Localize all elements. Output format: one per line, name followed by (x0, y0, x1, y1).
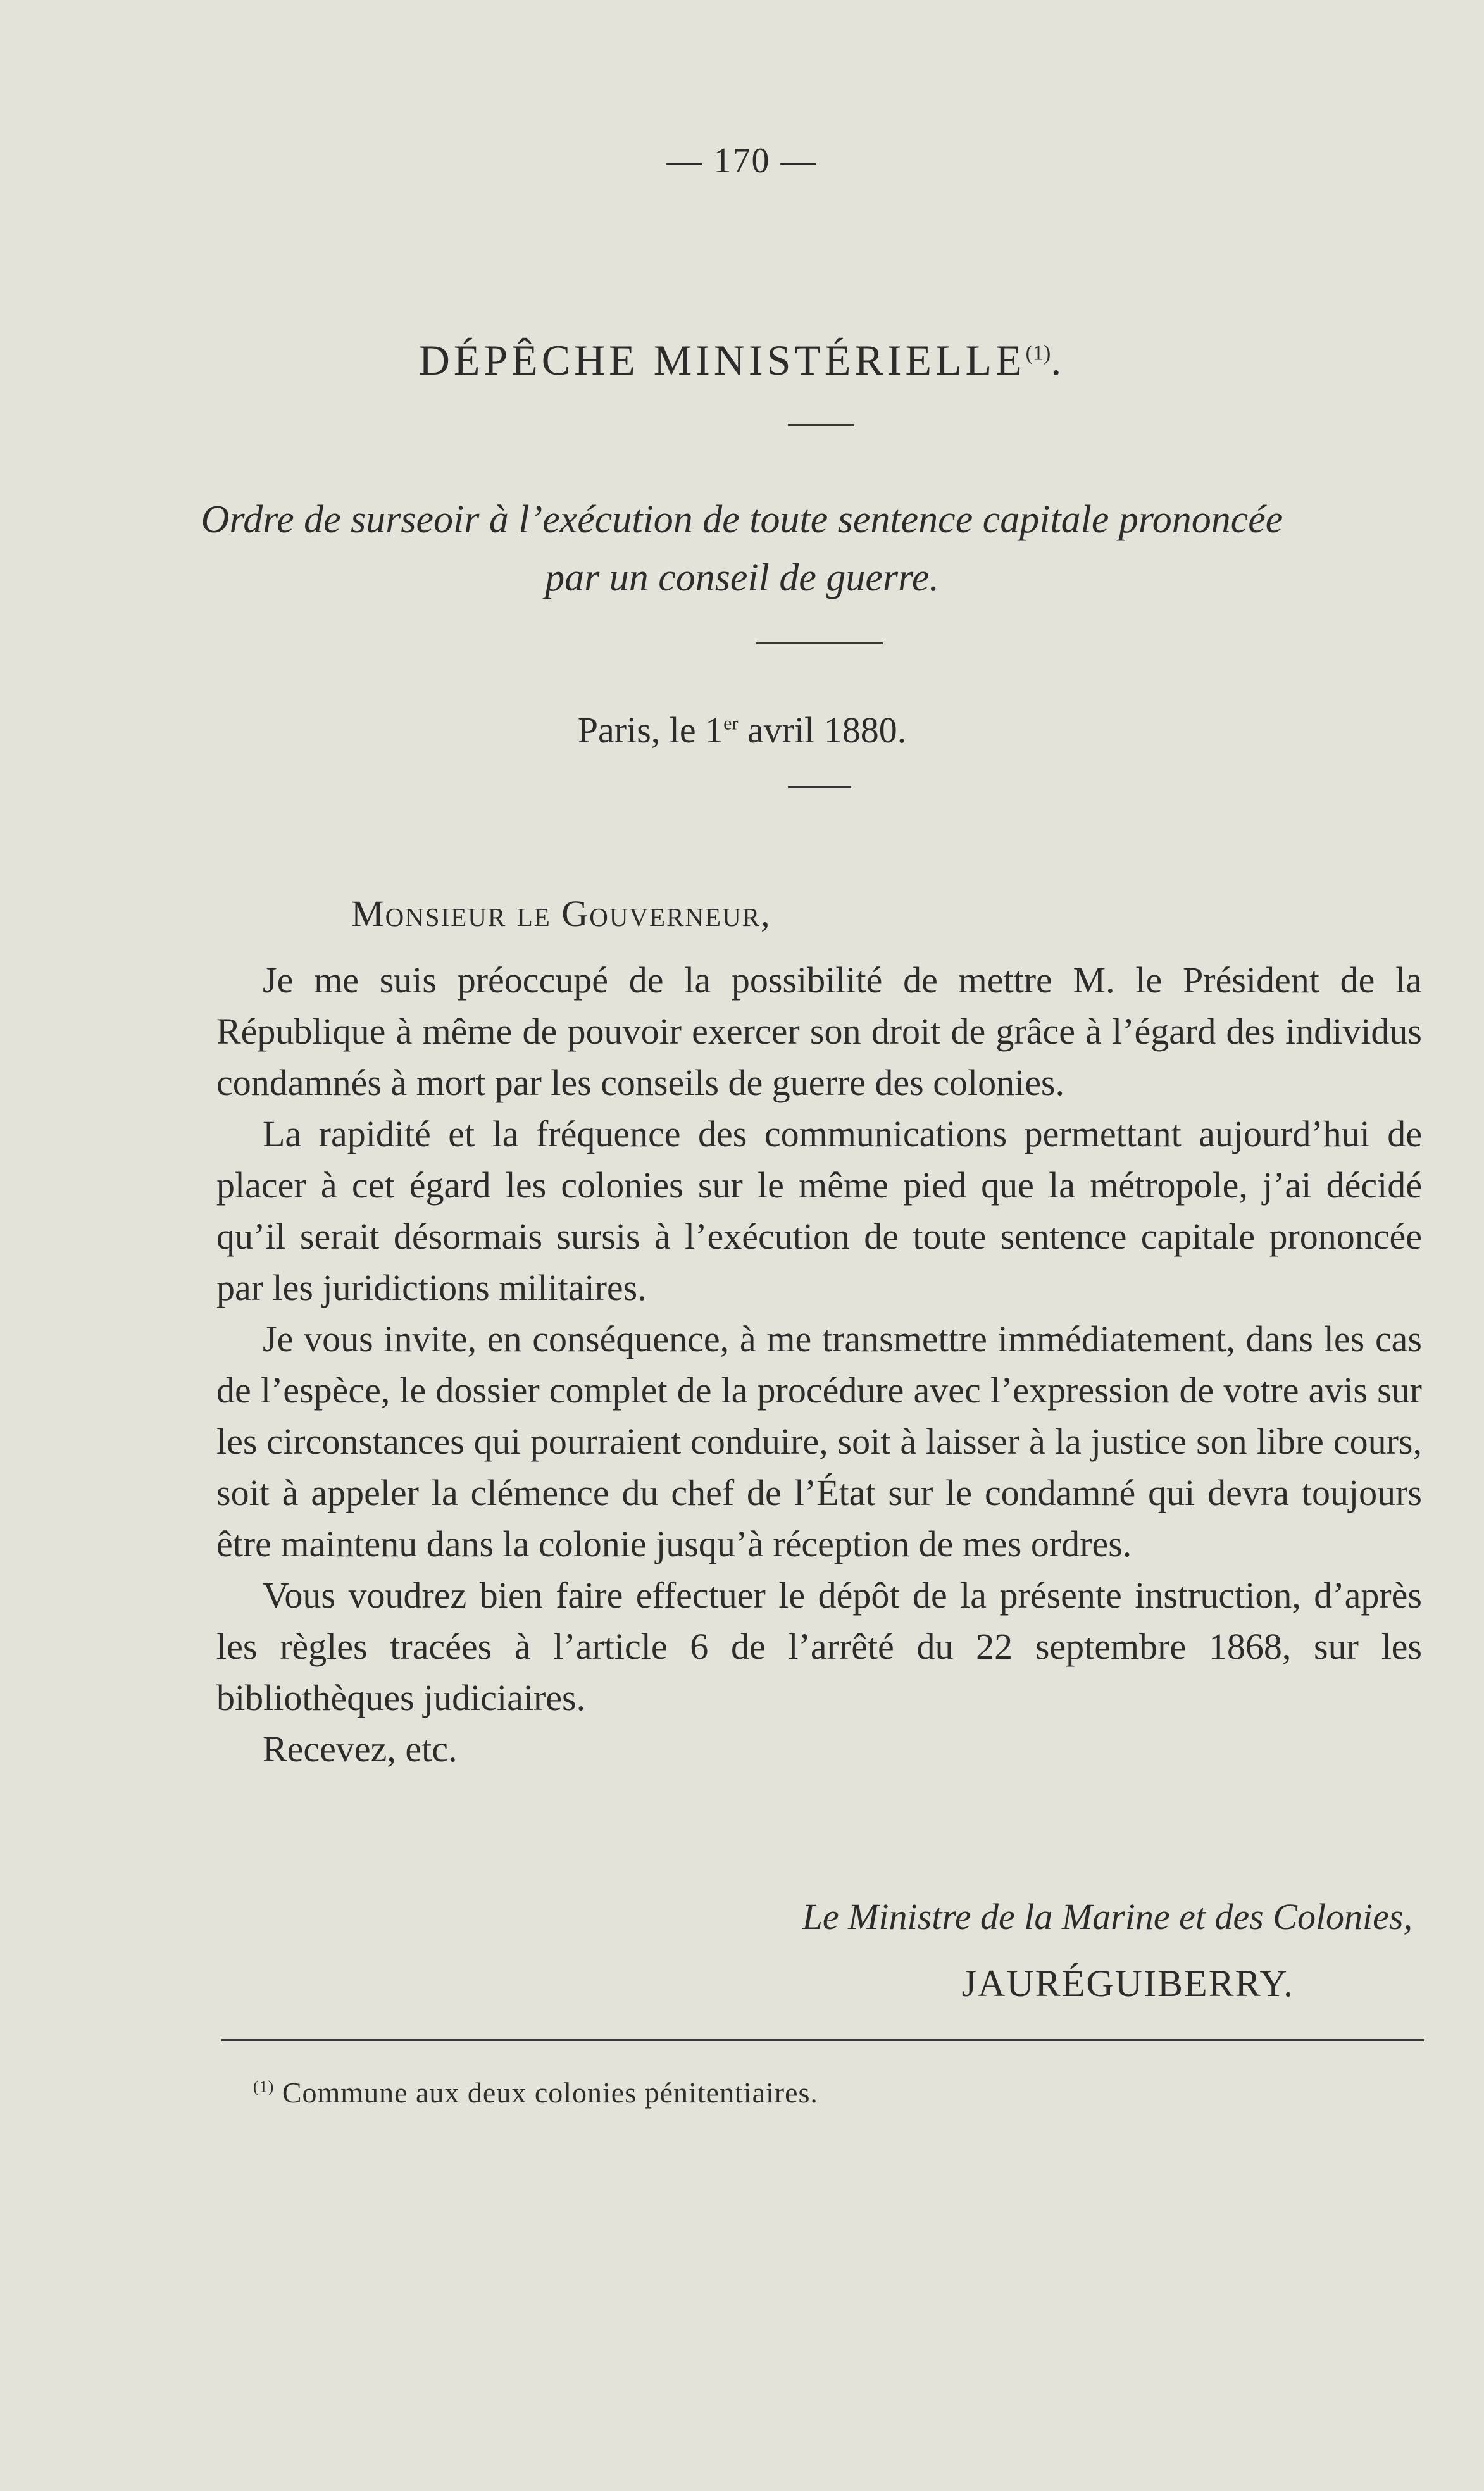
document-title: DÉPÊCHE MINISTÉRIELLE$^{(1)}$. (418, 336, 1066, 384)
page-number: — 170 — (666, 141, 818, 180)
dateline-divider (788, 786, 851, 788)
footnote-text: Commune aux deux colonies pénitentiaires. (274, 2076, 818, 2109)
footnote-divider (221, 2039, 1424, 2041)
dateline-ordinal: er (723, 713, 739, 734)
letter-body (216, 954, 1422, 1775)
dateline-suffix: avril 1880. (738, 709, 907, 751)
paragraph: Je vous invite, en conséquence, à me transmettre immédiatement, dans les cas de l’espèce, le dossier complet de la procédure avec l’expression de votre avis sur les circonstances qui pourraient conduire, soit à laisser à la justice son libre cours, soit à appeler la clémence du chef de l’État sur le condamné qui devra toujours être maintenu dans la colonie jusqu’à réception de mes ordres. (216, 1318, 1422, 1564)
footnote-mark: (1) (253, 2077, 275, 2096)
salutation: Monsieur le Gouverneur, (351, 893, 771, 934)
title-footnote-mark: (1) (1025, 341, 1051, 365)
signature-name: JAURÉGUIBERRY. (961, 1963, 1294, 2004)
footnote (253, 2076, 818, 2109)
signature-role: Le Ministre de la Marine et des Colonies, (802, 1896, 1412, 1937)
dateline (0, 709, 1484, 751)
paragraph: Vous voudrez bien faire effectuer le dépôt de la présente instruction, d’après les règles tracées à l’article 6 de l’arrêté du 22 septembre 1868, sur les bibliothèques judiciaires. (216, 1575, 1422, 1718)
title-divider (788, 424, 854, 426)
title-text: DÉPÊCHE MINISTÉRIELLE (418, 336, 1026, 384)
paragraph: Je me suis préoccupé de la possibilité de mettre M. le Président de la République à même de pouvoir exercer son droit de grâce à l’égard des individus condamnés à mort par les conseils de guerre des colonies. (216, 959, 1422, 1103)
subtitle-divider (756, 642, 883, 644)
dateline-prefix: Paris, le 1 (577, 709, 724, 751)
paragraph: Recevez, etc. (263, 1728, 458, 1770)
paragraph: La rapidité et la fréquence des communications permettant aujourd’hui de placer à cet égard les colonies sur le même pied que la métropole, j’ai décidé qu’il serait désormais sursis à l’exécution de toute sentence capitale prononcée par les juridictions militaires. (216, 1113, 1422, 1308)
document-subtitle: Ordre de surseoir à l’exécution de toute sentence capitale prononcée par un conseil de guerre. (201, 498, 1283, 599)
